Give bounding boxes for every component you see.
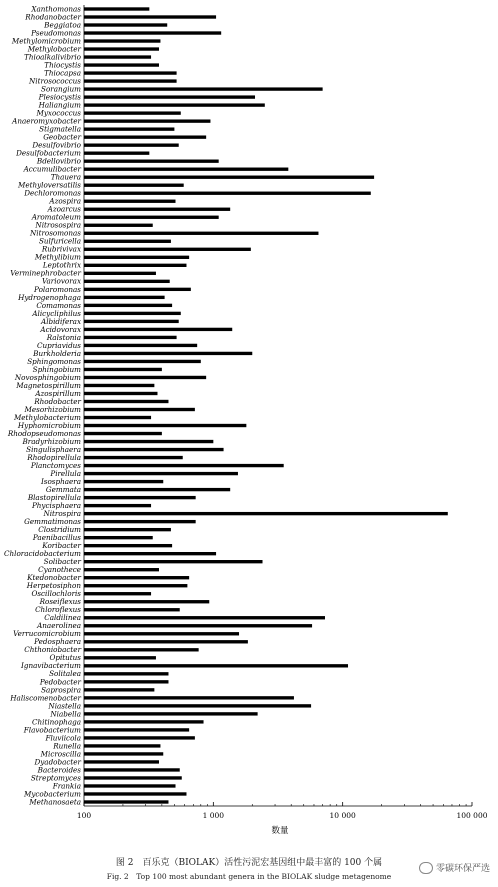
category-label: Cupriavidus (36, 340, 81, 350)
category-label: Burkholderia (33, 348, 81, 358)
bar-novosphingobium (84, 376, 206, 379)
category-label: Pirellula (50, 468, 81, 478)
category-label: Thiocystis (44, 60, 81, 70)
bar-verrucomicrobium (84, 632, 239, 635)
category-labels (4, 4, 82, 806)
bar-anaeromyxobacter (84, 119, 210, 122)
category-label: Sphingomonas (27, 356, 81, 366)
bar-azospirillum (84, 392, 157, 395)
category-label: Thioalkalivibrio (24, 52, 81, 62)
category-label: Blastopirellula (27, 493, 81, 503)
category-label: Frankia (52, 781, 81, 791)
category-label: Azospirillum (35, 388, 81, 398)
bar-mycobacterium (84, 792, 186, 795)
bar-fluviicola (84, 736, 195, 739)
category-label: Haliscomenobacter (10, 693, 81, 703)
category-label: Rubrivivax (41, 244, 81, 254)
category-label: Clostridium (38, 525, 81, 535)
bar-oscillochloris (84, 592, 151, 595)
bar-bacteroides (84, 768, 180, 771)
bar-frankia (84, 784, 176, 787)
category-label: Accumulibacter (23, 164, 81, 174)
category-label: Dechloromonas (24, 188, 81, 198)
bar-runella (84, 744, 160, 747)
bar-paenibacillus (84, 536, 153, 539)
watermark (419, 861, 490, 874)
category-label: Anaeromyxobacter (12, 116, 81, 126)
bar-streptomyces (84, 776, 182, 779)
category-label: Pseudomonas (31, 28, 81, 38)
category-label: Bacteroides (37, 765, 81, 775)
category-label: Plesiocystis (38, 92, 81, 102)
bar-saprospira (84, 688, 154, 691)
category-label: Oscillochloris (31, 589, 81, 599)
bar-chloroflexus (84, 608, 180, 611)
bar-nitrospira (84, 512, 448, 515)
category-label: Niabella (50, 709, 81, 719)
bar-ktedonobacter (84, 576, 189, 579)
bar-stigmatella (84, 127, 174, 130)
bar-methylomicrobium (84, 39, 160, 42)
bar-accumulibacter (84, 168, 288, 171)
category-label: Fluviicola (45, 733, 81, 743)
category-label: Variovorax (41, 276, 81, 286)
bar-niabella (84, 712, 258, 715)
bar-beggiatoa (84, 23, 167, 26)
bar-pedobacter (84, 680, 168, 683)
category-label: Haliangium (38, 100, 81, 110)
category-label: Xanthomonas (31, 4, 81, 14)
bar-flavobacterium (84, 728, 189, 731)
category-label: Streptomyces (30, 773, 81, 783)
bar-anaerolinea (84, 624, 312, 627)
bar-caldilinea (84, 616, 325, 619)
category-label: Chloroflexus (35, 605, 81, 615)
bar-haliangium (84, 103, 265, 106)
bar-isosphaera (84, 480, 163, 483)
bar-geobacter (84, 135, 206, 138)
bar-koribacter (84, 544, 172, 547)
category-label: Azospira (49, 196, 81, 206)
bars-group (84, 7, 448, 803)
category-label: Niastella (48, 701, 81, 711)
bar-chloracidobacterium (84, 552, 216, 555)
category-label: Nitrosococcus (29, 76, 81, 86)
category-label: Anaerolinea (37, 621, 81, 631)
bar-rubrivivax (84, 248, 251, 251)
category-label: Myxococcus (36, 108, 81, 118)
category-label: Rhodobacter (34, 396, 81, 406)
bar-comamonas (84, 304, 172, 307)
category-label: Rhodopseudomonas (7, 428, 81, 438)
bar-hyphomicrobium (84, 424, 246, 427)
bar-pseudomonas (84, 31, 221, 34)
bar-nitrosospira (84, 224, 153, 227)
bar-dyadobacter (84, 760, 159, 763)
category-label: Dyadobacter (34, 757, 81, 767)
bar-solitalea (84, 672, 168, 675)
figure-caption-en: Fig. 2 Top 100 most abundant genera in the BIOLAK sludge metagenome (106, 872, 392, 881)
bar-thiocystis (84, 63, 159, 66)
category-label: Chloracidobacterium (4, 549, 81, 559)
bar-alicycliphilus (84, 312, 181, 315)
category-label: Isosphaera (40, 476, 81, 486)
category-label: Sorangium (41, 84, 81, 94)
category-label: Rhodopirellula (27, 452, 81, 462)
figure-caption-cn: 图 2 百乐克（BIOLAK）活性污泥宏基因组中最丰富的 100 个属 (115, 858, 383, 868)
category-label: Magnetospirillum (16, 380, 81, 390)
category-label: Hydrogenophaga (18, 292, 81, 302)
bar-polaromonas (84, 288, 191, 291)
category-label: Phycisphaera (31, 501, 81, 511)
category-label: Singulisphaera (26, 444, 81, 454)
bar-gemmata (84, 488, 230, 491)
bar-myxococcus (84, 111, 181, 114)
bar-desulfovibrio (84, 143, 179, 146)
bar-pirellula (84, 472, 238, 475)
category-label: Opitutus (49, 653, 81, 663)
bar-rhodanobacter (84, 15, 216, 18)
bar-hydrogenophaga (84, 296, 165, 299)
category-label: Thauera (50, 172, 81, 182)
bar-azoarcus (84, 208, 230, 211)
bar-sphingobium (84, 368, 162, 371)
bar-ralstonia (84, 336, 177, 339)
category-label: Mesorhizobium (24, 404, 81, 414)
category-label: Microscilla (40, 749, 81, 759)
category-label: Roseiflexus (39, 597, 81, 607)
category-label: Ktedonobacter (27, 573, 81, 583)
bar-sorangium (84, 87, 323, 90)
category-label: Hyphomicrobium (17, 420, 81, 430)
category-label: Saprospira (41, 685, 81, 695)
bar-nitrosomonas (84, 232, 318, 235)
bar-nitrosococcus (84, 79, 177, 82)
bar-verminephrobacter (84, 272, 156, 275)
category-label: Thiocapsa (44, 68, 81, 78)
category-label: Solibacter (43, 557, 81, 567)
bar-sulfuricella (84, 240, 171, 243)
bar-thauera (84, 176, 374, 179)
x-tick-label: 1 000 (202, 811, 225, 820)
bar-bdellovibrio (84, 160, 219, 163)
category-label: Verrucomicrobium (13, 629, 81, 639)
category-label: Novosphingobium (14, 372, 81, 382)
bar-cyanothece (84, 568, 159, 571)
bar-mesorhizobium (84, 408, 195, 411)
bar-cupriavidus (84, 344, 197, 347)
bar-bradyrhizobium (84, 440, 213, 443)
bar-clostridium (84, 528, 171, 531)
bar-acidovorax (84, 328, 232, 331)
bar-plesiocystis (84, 95, 255, 98)
bar-opitutus (84, 656, 156, 659)
category-label: Methyloversatilis (17, 180, 81, 190)
category-label: Koribacter (42, 541, 81, 551)
category-label: Chthoniobacter (24, 645, 81, 655)
bar-herpetosiphon (84, 584, 187, 587)
bar-sphingomonas (84, 360, 201, 363)
category-label: Chitinophaga (32, 717, 81, 727)
bar-methylibium (84, 256, 189, 259)
category-label: Ignavibacterium (21, 661, 81, 671)
category-label: Runella (53, 741, 81, 751)
category-label: Methylomicrobium (11, 36, 81, 46)
category-label: Cyanothece (38, 565, 81, 575)
bar-magnetospirillum (84, 384, 154, 387)
bar-methanosaeta (84, 800, 168, 803)
x-tick-label: 100 000 (456, 811, 488, 820)
category-label: Herpetosiphon (26, 581, 81, 591)
category-label: Desulfobacterium (16, 148, 81, 158)
category-label: Sphingobium (32, 364, 81, 374)
category-label: Paenibacillus (32, 533, 81, 543)
category-label: Azoarcus (47, 204, 81, 214)
bar-burkholderia (84, 352, 252, 355)
bar-rhodopirellula (84, 456, 183, 459)
category-label: Alicycliphilus (32, 308, 81, 318)
category-label: Rhodanobacter (25, 12, 81, 22)
category-label: Gemmata (45, 485, 81, 494)
category-label: Flavobacterium (23, 725, 81, 735)
bar-xanthomonas (84, 7, 149, 10)
bar-microscilla (84, 752, 163, 755)
category-label: Beggiatoa (44, 20, 81, 30)
bar-chthoniobacter (84, 648, 199, 651)
bar-roseiflexus (84, 600, 209, 603)
category-label: Methylobacter (27, 44, 81, 54)
category-label: Polaromonas (34, 284, 81, 294)
category-label: Sulfuricella (38, 236, 81, 246)
category-label: Leptothrix (42, 260, 81, 270)
x-tick-label: 10 000 (329, 811, 356, 820)
category-label: Solitalea (49, 669, 81, 679)
category-label: Caldilinea (44, 613, 81, 623)
category-label: Desulfovibrio (32, 140, 81, 150)
bar-thioalkalivibrio (84, 55, 151, 58)
x-tick-label: 100 (76, 811, 92, 820)
watermark-text: 零碳环保严选 (435, 864, 490, 874)
bar-rhodopseudomonas (84, 432, 162, 435)
category-label: Methylibium (34, 252, 81, 262)
category-label: Nitrosospira (35, 220, 81, 230)
x-axis-title: 数量 (271, 826, 289, 836)
category-label: Geobacter (43, 132, 81, 142)
bar-methyloversatilis (84, 184, 184, 187)
bar-blastopirellula (84, 496, 196, 499)
bar-planctomyces (84, 464, 284, 467)
category-label: Mycobacterium (23, 789, 81, 799)
bar-aromatoleum (84, 216, 219, 219)
category-label: Albidiferax (41, 316, 81, 326)
category-label: Pedobacter (39, 677, 81, 687)
bar-dechloromonas (84, 192, 371, 195)
bar-haliscomenobacter (84, 696, 294, 699)
category-label: Bdellovibrio (36, 156, 81, 166)
category-label: Methanosaeta (29, 797, 81, 807)
category-label: Ralstonia (46, 332, 81, 342)
bar-rhodobacter (84, 400, 168, 403)
category-label: Bradyrhizobium (22, 436, 81, 446)
bar-solibacter (84, 560, 263, 563)
bar-albidiferax (84, 320, 179, 323)
wechat-icon (419, 862, 433, 874)
category-label: Comamonas (36, 300, 81, 310)
bar-ignavibacterium (84, 664, 348, 667)
bar-methylobacterium (84, 416, 151, 419)
category-label: Pedosphaera (34, 637, 81, 647)
category-label: Methylobacterium (13, 412, 81, 422)
category-label: Gemmatimonas (24, 517, 81, 527)
category-label: Acidovorax (40, 324, 81, 334)
category-label: Nitrosomonas (29, 228, 81, 238)
category-label: Planctomyces (30, 460, 81, 470)
bar-phycisphaera (84, 504, 151, 507)
category-label: Nitrospira (43, 509, 81, 519)
category-label: Aromatoleum (31, 212, 81, 222)
bar-gemmatimonas (84, 520, 196, 523)
bar-pedosphaera (84, 640, 248, 643)
bar-singulisphaera (84, 448, 224, 451)
category-label: Verminephrobacter (10, 268, 81, 278)
bar-methylobacter (84, 47, 159, 50)
bar-leptothrix (84, 264, 186, 267)
bar-niastella (84, 704, 311, 707)
bar-azospira (84, 200, 176, 203)
category-label: Stigmatella (39, 124, 81, 134)
bar-variovorax (84, 280, 170, 283)
bar-desulfobacterium (84, 152, 149, 155)
bar-chitinophaga (84, 720, 204, 723)
bar-thiocapsa (84, 71, 177, 74)
